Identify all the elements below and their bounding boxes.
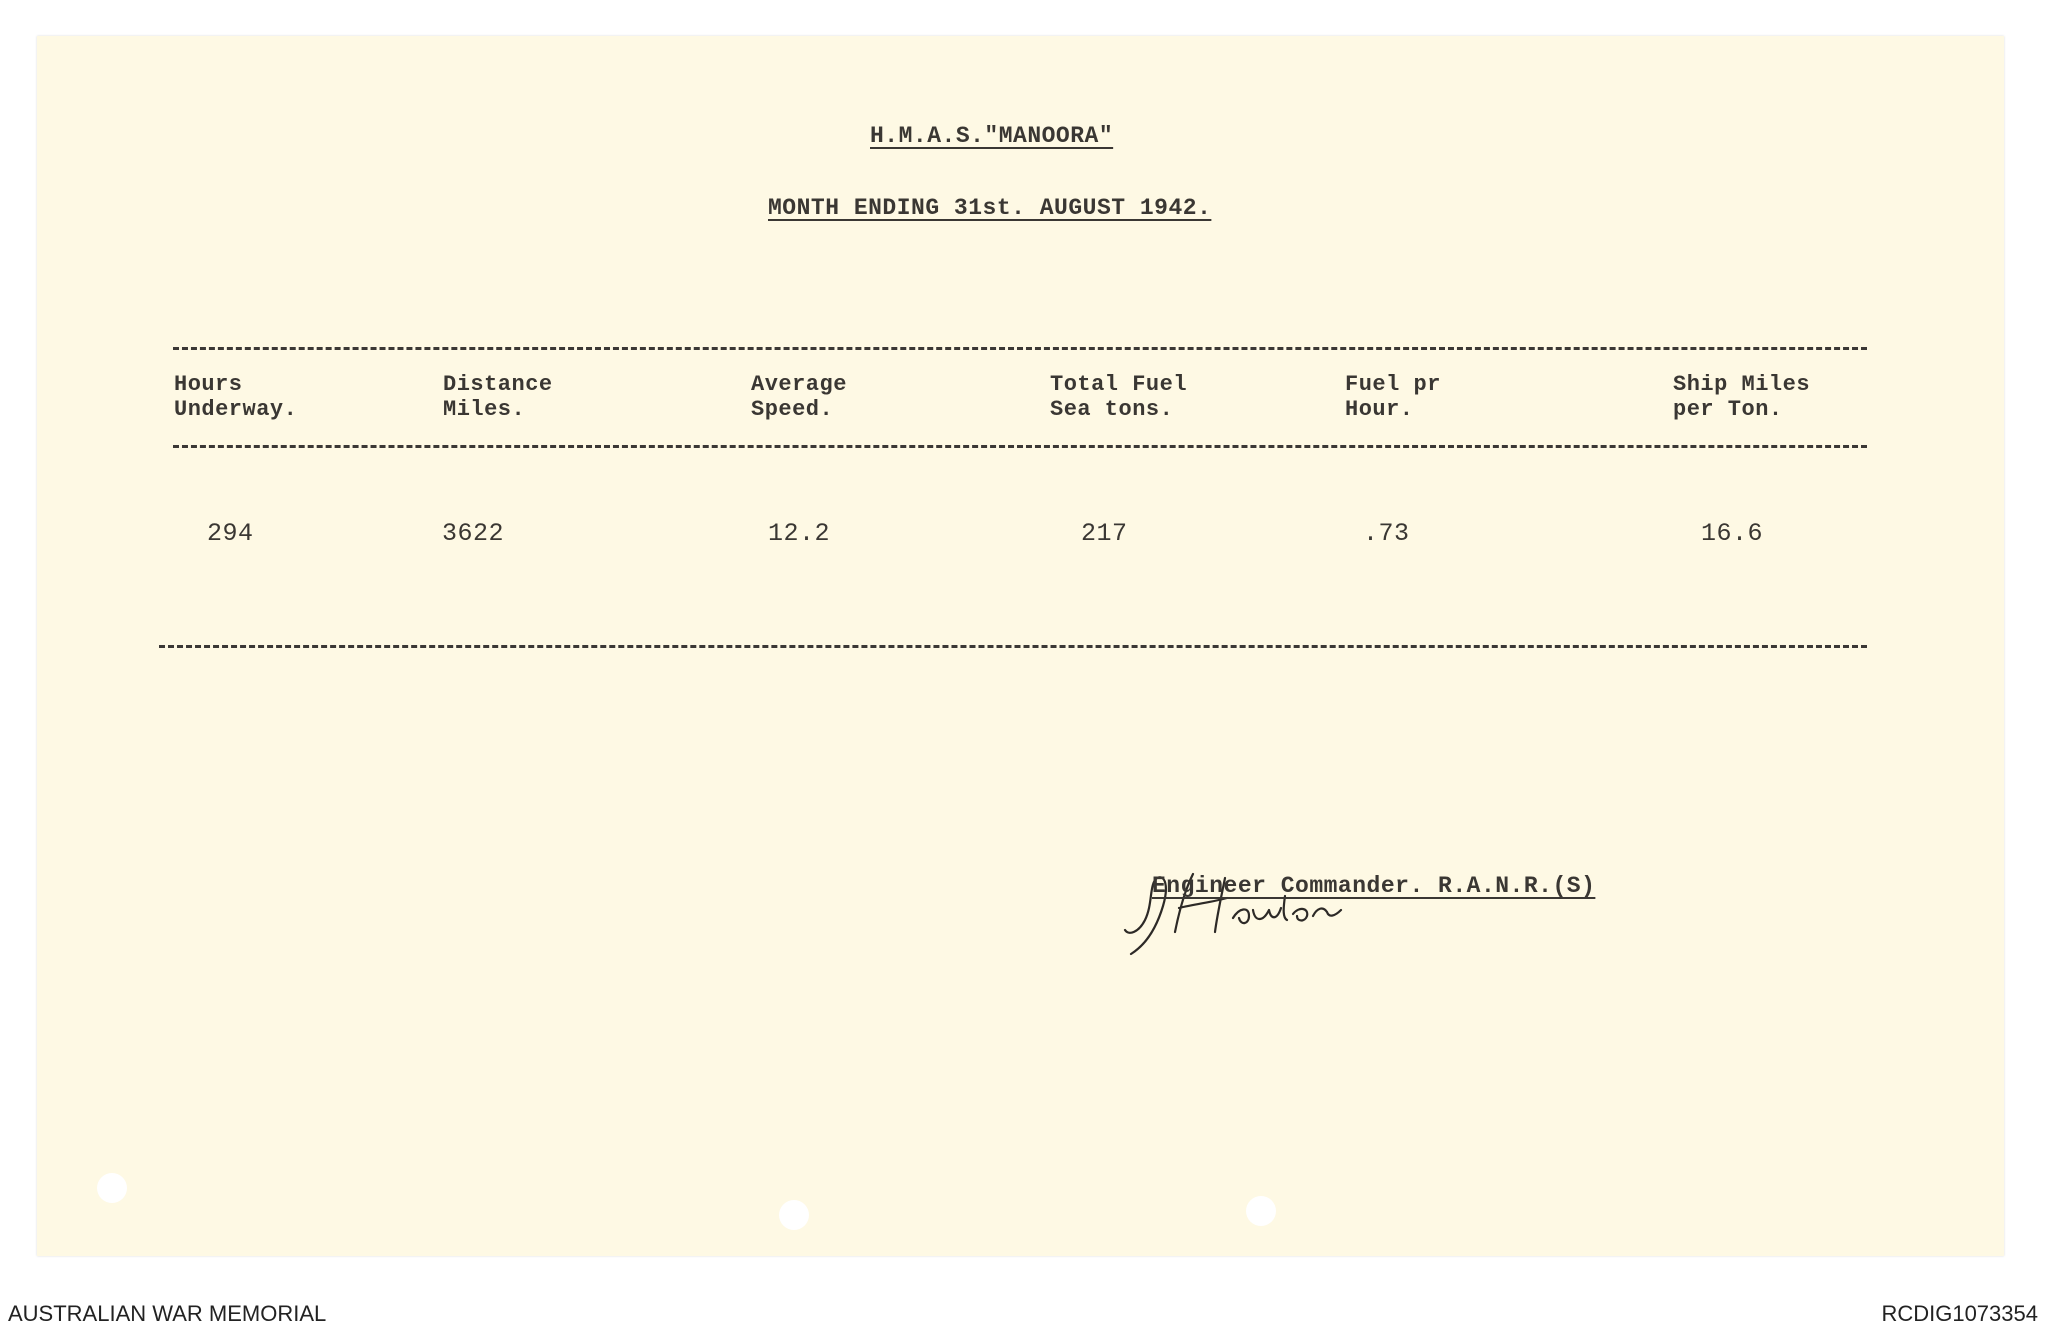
archive-footer-left: AUSTRALIAN WAR MEMORIAL	[8, 1301, 327, 1326]
table-bottom-rule	[159, 645, 1867, 648]
document-sheet	[37, 36, 2004, 1256]
header-hours-underway: Hours Underway.	[174, 372, 298, 422]
document-title: H.M.A.S."MANOORA"	[870, 123, 1114, 149]
value-distance-miles: 3622	[442, 519, 505, 548]
header-distance-miles: Distance Miles.	[443, 372, 553, 422]
table-top-rule	[173, 347, 1867, 350]
handwritten-signature	[1117, 856, 1377, 956]
header-fuel-per-hour: Fuel pr Hour.	[1345, 372, 1441, 422]
value-average-speed: 12.2	[768, 519, 831, 548]
table-header-rule	[173, 445, 1867, 448]
value-hours-underway: 294	[207, 519, 254, 548]
archive-footer-id: RCDIG1073354	[1881, 1301, 2038, 1326]
document-subtitle: MONTH ENDING 31st. AUGUST 1942.	[768, 195, 1212, 221]
punch-hole-right	[1246, 1196, 1276, 1226]
punch-hole-left	[97, 1173, 127, 1203]
header-average-speed: Average Speed.	[751, 372, 847, 422]
value-total-fuel: 217	[1081, 519, 1128, 548]
header-ship-miles-per-ton: Ship Miles per Ton.	[1673, 372, 1811, 422]
punch-hole-center	[779, 1200, 809, 1230]
value-fuel-per-hour: .73	[1363, 519, 1410, 548]
value-ship-miles-per-ton: 16.6	[1701, 519, 1764, 548]
signature-rank-line: Engineer Commander. R.A.N.R.(S)	[1152, 873, 1596, 899]
header-total-fuel: Total Fuel Sea tons.	[1050, 372, 1188, 422]
